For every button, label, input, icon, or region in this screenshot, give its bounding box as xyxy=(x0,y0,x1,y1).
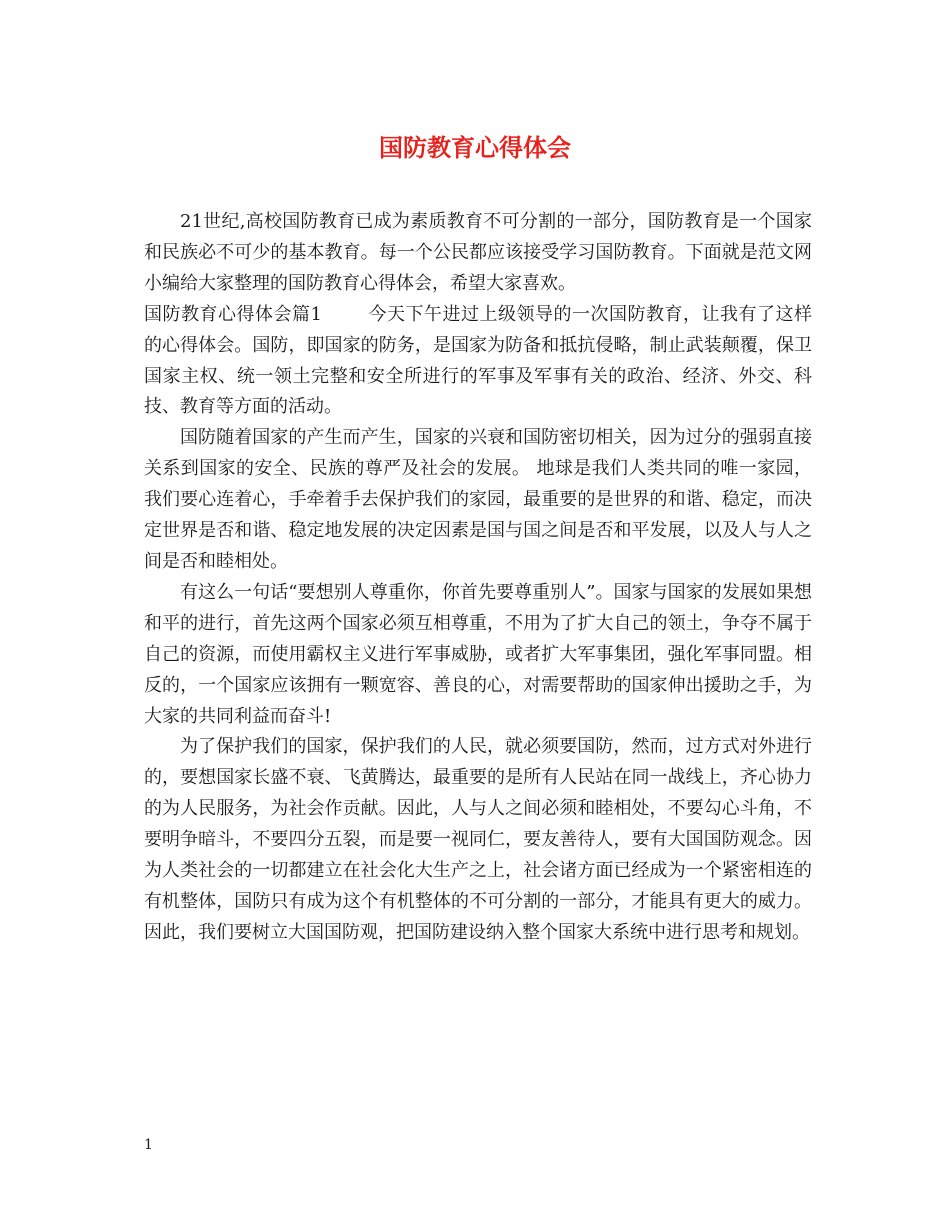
paragraph-intro: 21世纪,高校国防教育已成为素质教育不可分割的一部分，国防教育是一个国家和民族必不可少的基本教育。每一个公民都应该接受学习国防教育。下面就是范文网小编给大家整理的国防教育心得体会，希望大家喜欢。 xyxy=(144,211,812,294)
section-heading: 国防教育心得体会篇1 xyxy=(144,303,322,325)
page-title: 国防教育心得体会 xyxy=(379,133,571,162)
document-body xyxy=(144,207,812,949)
section-text: 今天下午进过上级领导的一次国防教育，让我有了这样的心得体会。国防，即国家的防务，是国家为防备和抵抗侵略，制止武装颠覆，保卫国家主权、统一领土完整和安全所进行的军事及军事有关的政治、经济、外交、科技、教育等方面的活动。 xyxy=(144,303,813,418)
paragraph-national-defense: 国防随着国家的产生而产生，国家的兴衰和国防密切相关，因为过分的强弱直接关系到国家的安全、民族的尊严及社会的发展。 地球是我们人类共同的唯一家园，我们要心连着心，手牵着手去保护我们的家园，最重要的是世界的和谐、稳定，而决定世界是否和谐、稳定地发展的决定因素是国与国之间是否和平发展，以及人与人之间是否和睦相处。 xyxy=(144,427,812,572)
paragraph-protect-country: 为了保护我们的国家，保护我们的人民，就必须要国防，然而，过方式对外进行的，要想国家长盛不衰、飞黄腾达，最重要的是所有人民站在同一战线上，齐心协力的为人民服务，为社会作贡献。因此，人与人之间必须和睦相处，不要勾心斗角，不要明争暗斗，不要四分五裂，而是要一视同仁，要友善待人，要有大国国防观念。因为人类社会的一切都建立在社会化大生产之上，社会诸方面已经成为一个紧密相连的有机整体，国防只有成为这个有机整体的不可分割的一部分，才能具有更大的威力。因此，我们要树立大国国防观，把国防建设纳入整个国家大系统中进行思考和规划。 xyxy=(144,736,812,943)
paragraph-section-1 xyxy=(144,300,812,424)
paragraph-mutual-respect: 有这么一句话“要想别人尊重你，你首先要尊重别人”。国家与国家的发展如果想和平的进行，首先这两个国家必须互相尊重，不用为了扩大自己的领土，争夺不属于自己的资源，而使用霸权主义进行军事威胁，或者扩大军事集团，强化军事同盟。相反的，一个国家应该拥有一颗宽容、善良的心，对需要帮助的国家伸出援助之手，为大家的共同利益而奋斗! xyxy=(144,581,812,727)
page-number: 1 xyxy=(144,1137,153,1153)
